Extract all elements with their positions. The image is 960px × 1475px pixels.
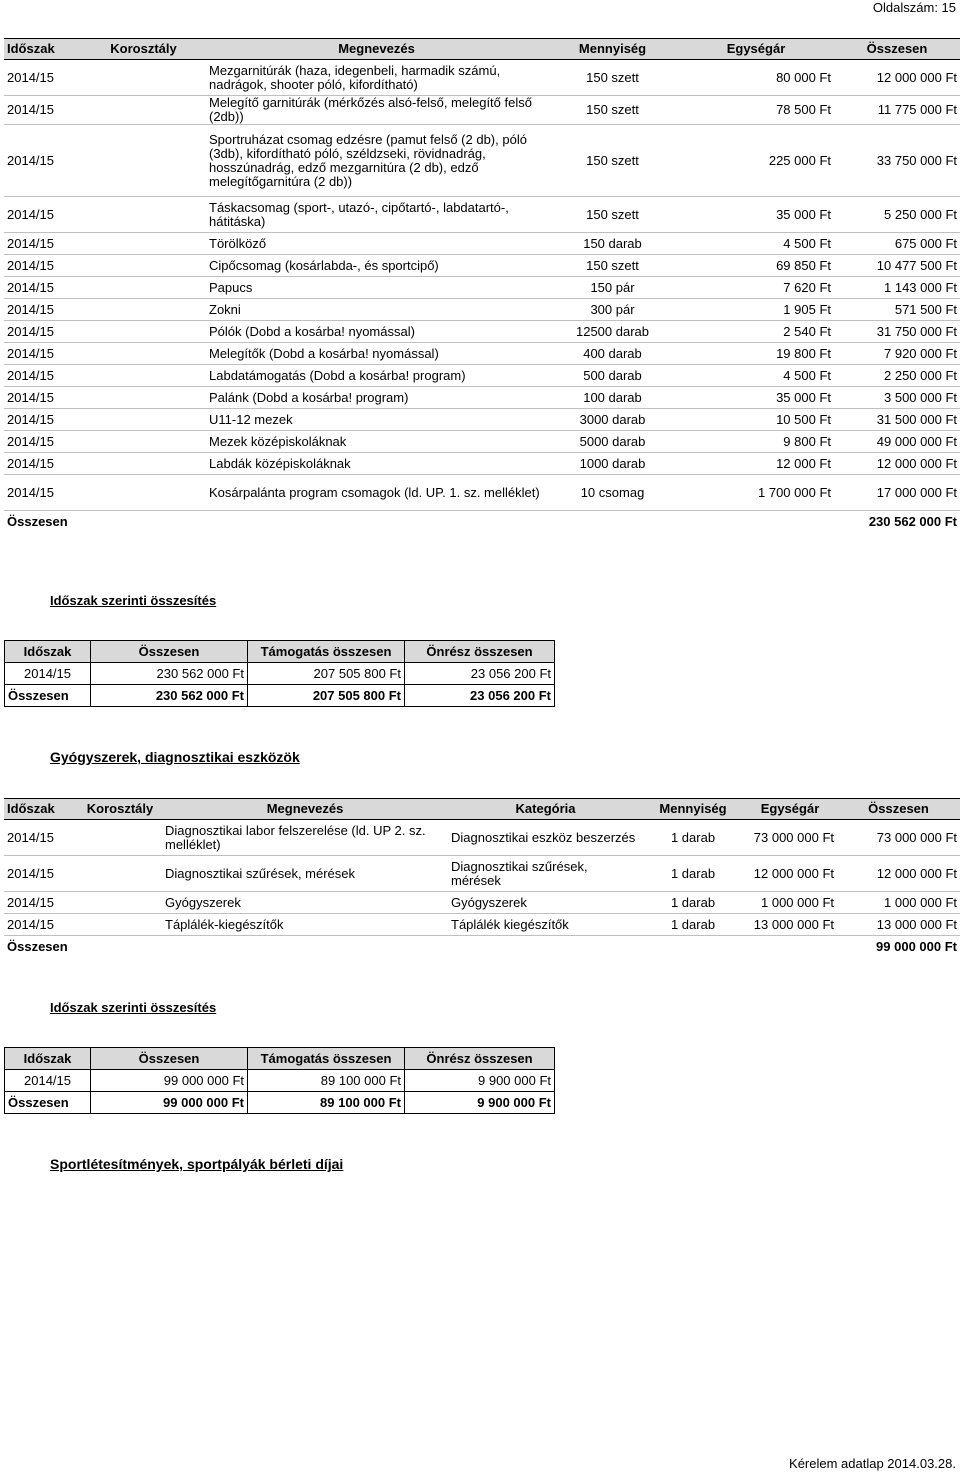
col-header-age: Korosztály bbox=[78, 799, 162, 820]
cell-age bbox=[78, 914, 162, 936]
cell-age bbox=[81, 431, 206, 453]
cell-unit: 225 000 Ft bbox=[678, 125, 834, 197]
cell-age bbox=[81, 233, 206, 255]
table-row bbox=[4, 125, 960, 197]
total-row bbox=[4, 936, 960, 958]
table-row bbox=[4, 233, 960, 255]
cell-qty: 1 darab bbox=[643, 892, 743, 914]
cell-name: Labdatámogatás (Dobd a kosárba! program) bbox=[206, 365, 547, 387]
cell-age bbox=[81, 453, 206, 475]
cell-age bbox=[81, 475, 206, 511]
table-row bbox=[4, 343, 960, 365]
cell-name: Diagnosztikai szűrések, mérések bbox=[162, 856, 448, 892]
cell-total: 12 000 000 Ft bbox=[834, 60, 960, 96]
total-row bbox=[5, 1092, 555, 1114]
col-header-category: Kategória bbox=[448, 799, 643, 820]
cell-name: Mezgarnitúrák (haza, idegenbeli, harmadik számú, nadrágok, shooter póló, kifordítható) bbox=[206, 60, 547, 96]
cell-age bbox=[78, 892, 162, 914]
col-header-total: Összesen bbox=[91, 641, 248, 663]
cell-age bbox=[81, 299, 206, 321]
cell-name: Pólók (Dobd a kosárba! nyomással) bbox=[206, 321, 547, 343]
cell-unit: 1 000 000 Ft bbox=[743, 892, 837, 914]
col-header-own: Önrész összesen bbox=[405, 641, 555, 663]
cell-name: Kosárpalánta program csomagok (ld. UP. 1. sz. melléklet) bbox=[206, 475, 547, 511]
table-row bbox=[4, 431, 960, 453]
cell-unit: 4 500 Ft bbox=[678, 365, 834, 387]
col-header-period: Időszak bbox=[5, 641, 91, 663]
table-row bbox=[4, 96, 960, 125]
cell-total: 2 250 000 Ft bbox=[834, 365, 960, 387]
table-row bbox=[4, 60, 960, 96]
cell-name: Melegítő garnitúrák (mérkőzés alsó-felső, melegítő felső (2db)) bbox=[206, 96, 547, 125]
cell-total: 49 000 000 Ft bbox=[834, 431, 960, 453]
table-row bbox=[4, 387, 960, 409]
summary-table-1 bbox=[4, 640, 555, 707]
cell-unit: 12 000 Ft bbox=[678, 453, 834, 475]
col-header-unit: Egységár bbox=[743, 799, 837, 820]
cell-unit: 78 500 Ft bbox=[678, 96, 834, 125]
cell-period: 2014/15 bbox=[5, 663, 91, 685]
cell-total: 10 477 500 Ft bbox=[834, 255, 960, 277]
table-row bbox=[4, 197, 960, 233]
cell-own: 23 056 200 Ft bbox=[405, 663, 555, 685]
cell-unit: 73 000 000 Ft bbox=[743, 820, 837, 856]
cell-period: 2014/15 bbox=[4, 914, 78, 936]
cell-total: 11 775 000 Ft bbox=[834, 96, 960, 125]
cell-qty: 150 szett bbox=[547, 197, 678, 233]
cell-period: 2014/15 bbox=[4, 475, 81, 511]
cell-age bbox=[78, 856, 162, 892]
col-header-total: Összesen bbox=[834, 39, 960, 60]
summary-table-2 bbox=[4, 1047, 555, 1114]
cell-name: Cipőcsomag (kosárlabda-, és sportcipő) bbox=[206, 255, 547, 277]
col-header-name: Megnevezés bbox=[206, 39, 547, 60]
total-label: Összesen bbox=[4, 936, 837, 958]
cell-qty: 150 szett bbox=[547, 60, 678, 96]
cell-period: 2014/15 bbox=[4, 820, 78, 856]
cell-unit: 69 850 Ft bbox=[678, 255, 834, 277]
cell-unit: 9 800 Ft bbox=[678, 431, 834, 453]
col-header-period: Időszak bbox=[5, 1048, 91, 1070]
cell-name: Labdák középiskoláknak bbox=[206, 453, 547, 475]
summary-title: Időszak szerinti összesítés bbox=[50, 1000, 217, 1015]
cell-total: 99 000 000 Ft bbox=[91, 1070, 248, 1092]
cell-total: 73 000 000 Ft bbox=[837, 820, 960, 856]
cell-unit: 2 540 Ft bbox=[678, 321, 834, 343]
cell-period: 2014/15 bbox=[4, 856, 78, 892]
cell-age bbox=[81, 197, 206, 233]
cell-period: 2014/15 bbox=[4, 233, 81, 255]
cell-period: 2014/15 bbox=[4, 255, 81, 277]
page-number: Oldalszám: 15 bbox=[872, 0, 956, 15]
table-row bbox=[4, 856, 960, 892]
cell-period: 2014/15 bbox=[4, 60, 81, 96]
cell-age bbox=[81, 277, 206, 299]
col-header-support: Támogatás összesen bbox=[248, 641, 405, 663]
cell-name: Melegítők (Dobd a kosárba! nyomással) bbox=[206, 343, 547, 365]
cell-qty: 150 pár bbox=[547, 277, 678, 299]
cell-name: Palánk (Dobd a kosárba! program) bbox=[206, 387, 547, 409]
cell-period: 2014/15 bbox=[4, 96, 81, 125]
cell-name: Táskacsomag (sport-, utazó-, cipőtartó-, labdatartó-, hátitáska) bbox=[206, 197, 547, 233]
table-header-row bbox=[4, 39, 960, 60]
cell-age bbox=[81, 96, 206, 125]
cell-name: Gyógyszerek bbox=[162, 892, 448, 914]
cell-qty: 100 darab bbox=[547, 387, 678, 409]
cell-category: Diagnosztikai szűrések, mérések bbox=[448, 856, 643, 892]
cell-period: 2014/15 bbox=[4, 892, 78, 914]
cell-unit: 80 000 Ft bbox=[678, 60, 834, 96]
cell-period: 2014/15 bbox=[4, 453, 81, 475]
cell-period: 2014/15 bbox=[4, 343, 81, 365]
cell-category: Táplálék kiegészítők bbox=[448, 914, 643, 936]
cell-name: Diagnosztikai labor felszerelése (ld. UP 2. sz. melléklet) bbox=[162, 820, 448, 856]
cell-name: Zokni bbox=[206, 299, 547, 321]
cell-unit: 10 500 Ft bbox=[678, 409, 834, 431]
cell-period: 2014/15 bbox=[4, 321, 81, 343]
footer-text: Kérelem adatlap 2014.03.28. bbox=[789, 1456, 956, 1471]
cell-own: 9 900 000 Ft bbox=[405, 1070, 555, 1092]
cell-category: Diagnosztikai eszköz beszerzés bbox=[448, 820, 643, 856]
cell-total-label: Összesen bbox=[5, 1092, 91, 1114]
cell-age bbox=[81, 60, 206, 96]
table-row bbox=[5, 1070, 555, 1092]
cell-unit: 35 000 Ft bbox=[678, 197, 834, 233]
cell-period: 2014/15 bbox=[4, 365, 81, 387]
cell-name: Törölköző bbox=[206, 233, 547, 255]
cell-qty: 10 csomag bbox=[547, 475, 678, 511]
table-row bbox=[4, 321, 960, 343]
cell-qty: 1 darab bbox=[643, 914, 743, 936]
cell-total: 1 143 000 Ft bbox=[834, 277, 960, 299]
cell-own: 23 056 200 Ft bbox=[405, 685, 555, 707]
cell-age bbox=[81, 409, 206, 431]
col-header-total: Összesen bbox=[837, 799, 960, 820]
cell-total: 17 000 000 Ft bbox=[834, 475, 960, 511]
cell-qty: 12500 darab bbox=[547, 321, 678, 343]
table-row bbox=[4, 453, 960, 475]
cell-name: Papucs bbox=[206, 277, 547, 299]
cell-own: 9 900 000 Ft bbox=[405, 1092, 555, 1114]
table-row bbox=[4, 277, 960, 299]
cell-name: Táplálék-kiegészítők bbox=[162, 914, 448, 936]
cell-total: 5 250 000 Ft bbox=[834, 197, 960, 233]
cell-total: 1 000 000 Ft bbox=[837, 892, 960, 914]
cell-age bbox=[81, 255, 206, 277]
cell-name: U11-12 mezek bbox=[206, 409, 547, 431]
cell-unit: 7 620 Ft bbox=[678, 277, 834, 299]
cell-period: 2014/15 bbox=[4, 299, 81, 321]
cell-name: Sportruházat csomag edzésre (pamut felső (2 db), póló (3db), kifordítható póló, széldzseki, rövidnadrág, hosszúnadrág, edző mezgarnitúra (2 db), edző melegítőgarnitúra (2 db)) bbox=[206, 125, 547, 197]
cell-qty: 150 szett bbox=[547, 125, 678, 197]
cell-unit: 13 000 000 Ft bbox=[743, 914, 837, 936]
cell-period: 2014/15 bbox=[4, 409, 81, 431]
cell-total: 675 000 Ft bbox=[834, 233, 960, 255]
section-heading-medicines: Gyógyszerek, diagnosztikai eszközök bbox=[50, 749, 300, 765]
table-row bbox=[4, 365, 960, 387]
cell-age bbox=[81, 343, 206, 365]
table-header-row bbox=[5, 1048, 555, 1070]
table-row bbox=[4, 475, 960, 511]
cell-age bbox=[81, 365, 206, 387]
cell-qty: 400 darab bbox=[547, 343, 678, 365]
cell-support: 207 505 800 Ft bbox=[248, 685, 405, 707]
cell-unit: 12 000 000 Ft bbox=[743, 856, 837, 892]
cell-period: 2014/15 bbox=[5, 1070, 91, 1092]
cell-period: 2014/15 bbox=[4, 197, 81, 233]
cell-qty: 150 szett bbox=[547, 96, 678, 125]
col-header-total: Összesen bbox=[91, 1048, 248, 1070]
col-header-qty: Mennyiség bbox=[547, 39, 678, 60]
col-header-period: Időszak bbox=[4, 799, 78, 820]
cell-category: Gyógyszerek bbox=[448, 892, 643, 914]
cell-qty: 150 szett bbox=[547, 255, 678, 277]
cell-unit: 19 800 Ft bbox=[678, 343, 834, 365]
col-header-name: Megnevezés bbox=[162, 799, 448, 820]
cell-qty: 3000 darab bbox=[547, 409, 678, 431]
table-row bbox=[5, 663, 555, 685]
cell-total: 12 000 000 Ft bbox=[834, 453, 960, 475]
table-row bbox=[4, 409, 960, 431]
cell-period: 2014/15 bbox=[4, 125, 81, 197]
table-header-row bbox=[5, 641, 555, 663]
section-heading-facilities: Sportlétesítmények, sportpályák bérleti díjai bbox=[50, 1156, 344, 1172]
total-value: 230 562 000 Ft bbox=[834, 511, 960, 533]
cell-support: 207 505 800 Ft bbox=[248, 663, 405, 685]
cell-qty: 5000 darab bbox=[547, 431, 678, 453]
cell-period: 2014/15 bbox=[4, 431, 81, 453]
cell-total: 7 920 000 Ft bbox=[834, 343, 960, 365]
cell-age bbox=[81, 125, 206, 197]
col-header-own: Önrész összesen bbox=[405, 1048, 555, 1070]
col-header-qty: Mennyiség bbox=[643, 799, 743, 820]
total-row bbox=[4, 511, 960, 533]
cell-total: 230 562 000 Ft bbox=[91, 685, 248, 707]
col-header-support: Támogatás összesen bbox=[248, 1048, 405, 1070]
cell-total-label: Összesen bbox=[5, 685, 91, 707]
cell-total: 3 500 000 Ft bbox=[834, 387, 960, 409]
cell-qty: 1000 darab bbox=[547, 453, 678, 475]
cell-support: 89 100 000 Ft bbox=[248, 1092, 405, 1114]
summary-title: Időszak szerinti összesítés bbox=[50, 593, 217, 608]
cell-unit: 1 905 Ft bbox=[678, 299, 834, 321]
cell-age bbox=[81, 321, 206, 343]
table-row bbox=[4, 820, 960, 856]
medicines-table bbox=[4, 798, 960, 958]
cell-total: 31 500 000 Ft bbox=[834, 409, 960, 431]
cell-qty: 500 darab bbox=[547, 365, 678, 387]
col-header-unit: Egységár bbox=[678, 39, 834, 60]
cell-unit: 4 500 Ft bbox=[678, 233, 834, 255]
cell-qty: 150 darab bbox=[547, 233, 678, 255]
cell-age bbox=[81, 387, 206, 409]
table-row bbox=[4, 299, 960, 321]
total-label: Összesen bbox=[4, 511, 834, 533]
cell-total: 33 750 000 Ft bbox=[834, 125, 960, 197]
equipment-table bbox=[4, 38, 960, 533]
total-value: 99 000 000 Ft bbox=[837, 936, 960, 958]
cell-total: 13 000 000 Ft bbox=[837, 914, 960, 936]
cell-support: 89 100 000 Ft bbox=[248, 1070, 405, 1092]
table-row bbox=[4, 255, 960, 277]
cell-name: Mezek középiskoláknak bbox=[206, 431, 547, 453]
cell-qty: 300 pár bbox=[547, 299, 678, 321]
cell-total: 31 750 000 Ft bbox=[834, 321, 960, 343]
cell-unit: 35 000 Ft bbox=[678, 387, 834, 409]
cell-total: 571 500 Ft bbox=[834, 299, 960, 321]
cell-qty: 1 darab bbox=[643, 820, 743, 856]
col-header-period: Időszak bbox=[4, 39, 81, 60]
cell-unit: 1 700 000 Ft bbox=[678, 475, 834, 511]
total-row bbox=[5, 685, 555, 707]
cell-total: 230 562 000 Ft bbox=[91, 663, 248, 685]
table-row bbox=[4, 914, 960, 936]
cell-total: 99 000 000 Ft bbox=[91, 1092, 248, 1114]
cell-period: 2014/15 bbox=[4, 387, 81, 409]
cell-qty: 1 darab bbox=[643, 856, 743, 892]
table-header-row bbox=[4, 799, 960, 820]
cell-period: 2014/15 bbox=[4, 277, 81, 299]
table-row bbox=[4, 892, 960, 914]
cell-total: 12 000 000 Ft bbox=[837, 856, 960, 892]
cell-age bbox=[78, 820, 162, 856]
col-header-age: Korosztály bbox=[81, 39, 206, 60]
